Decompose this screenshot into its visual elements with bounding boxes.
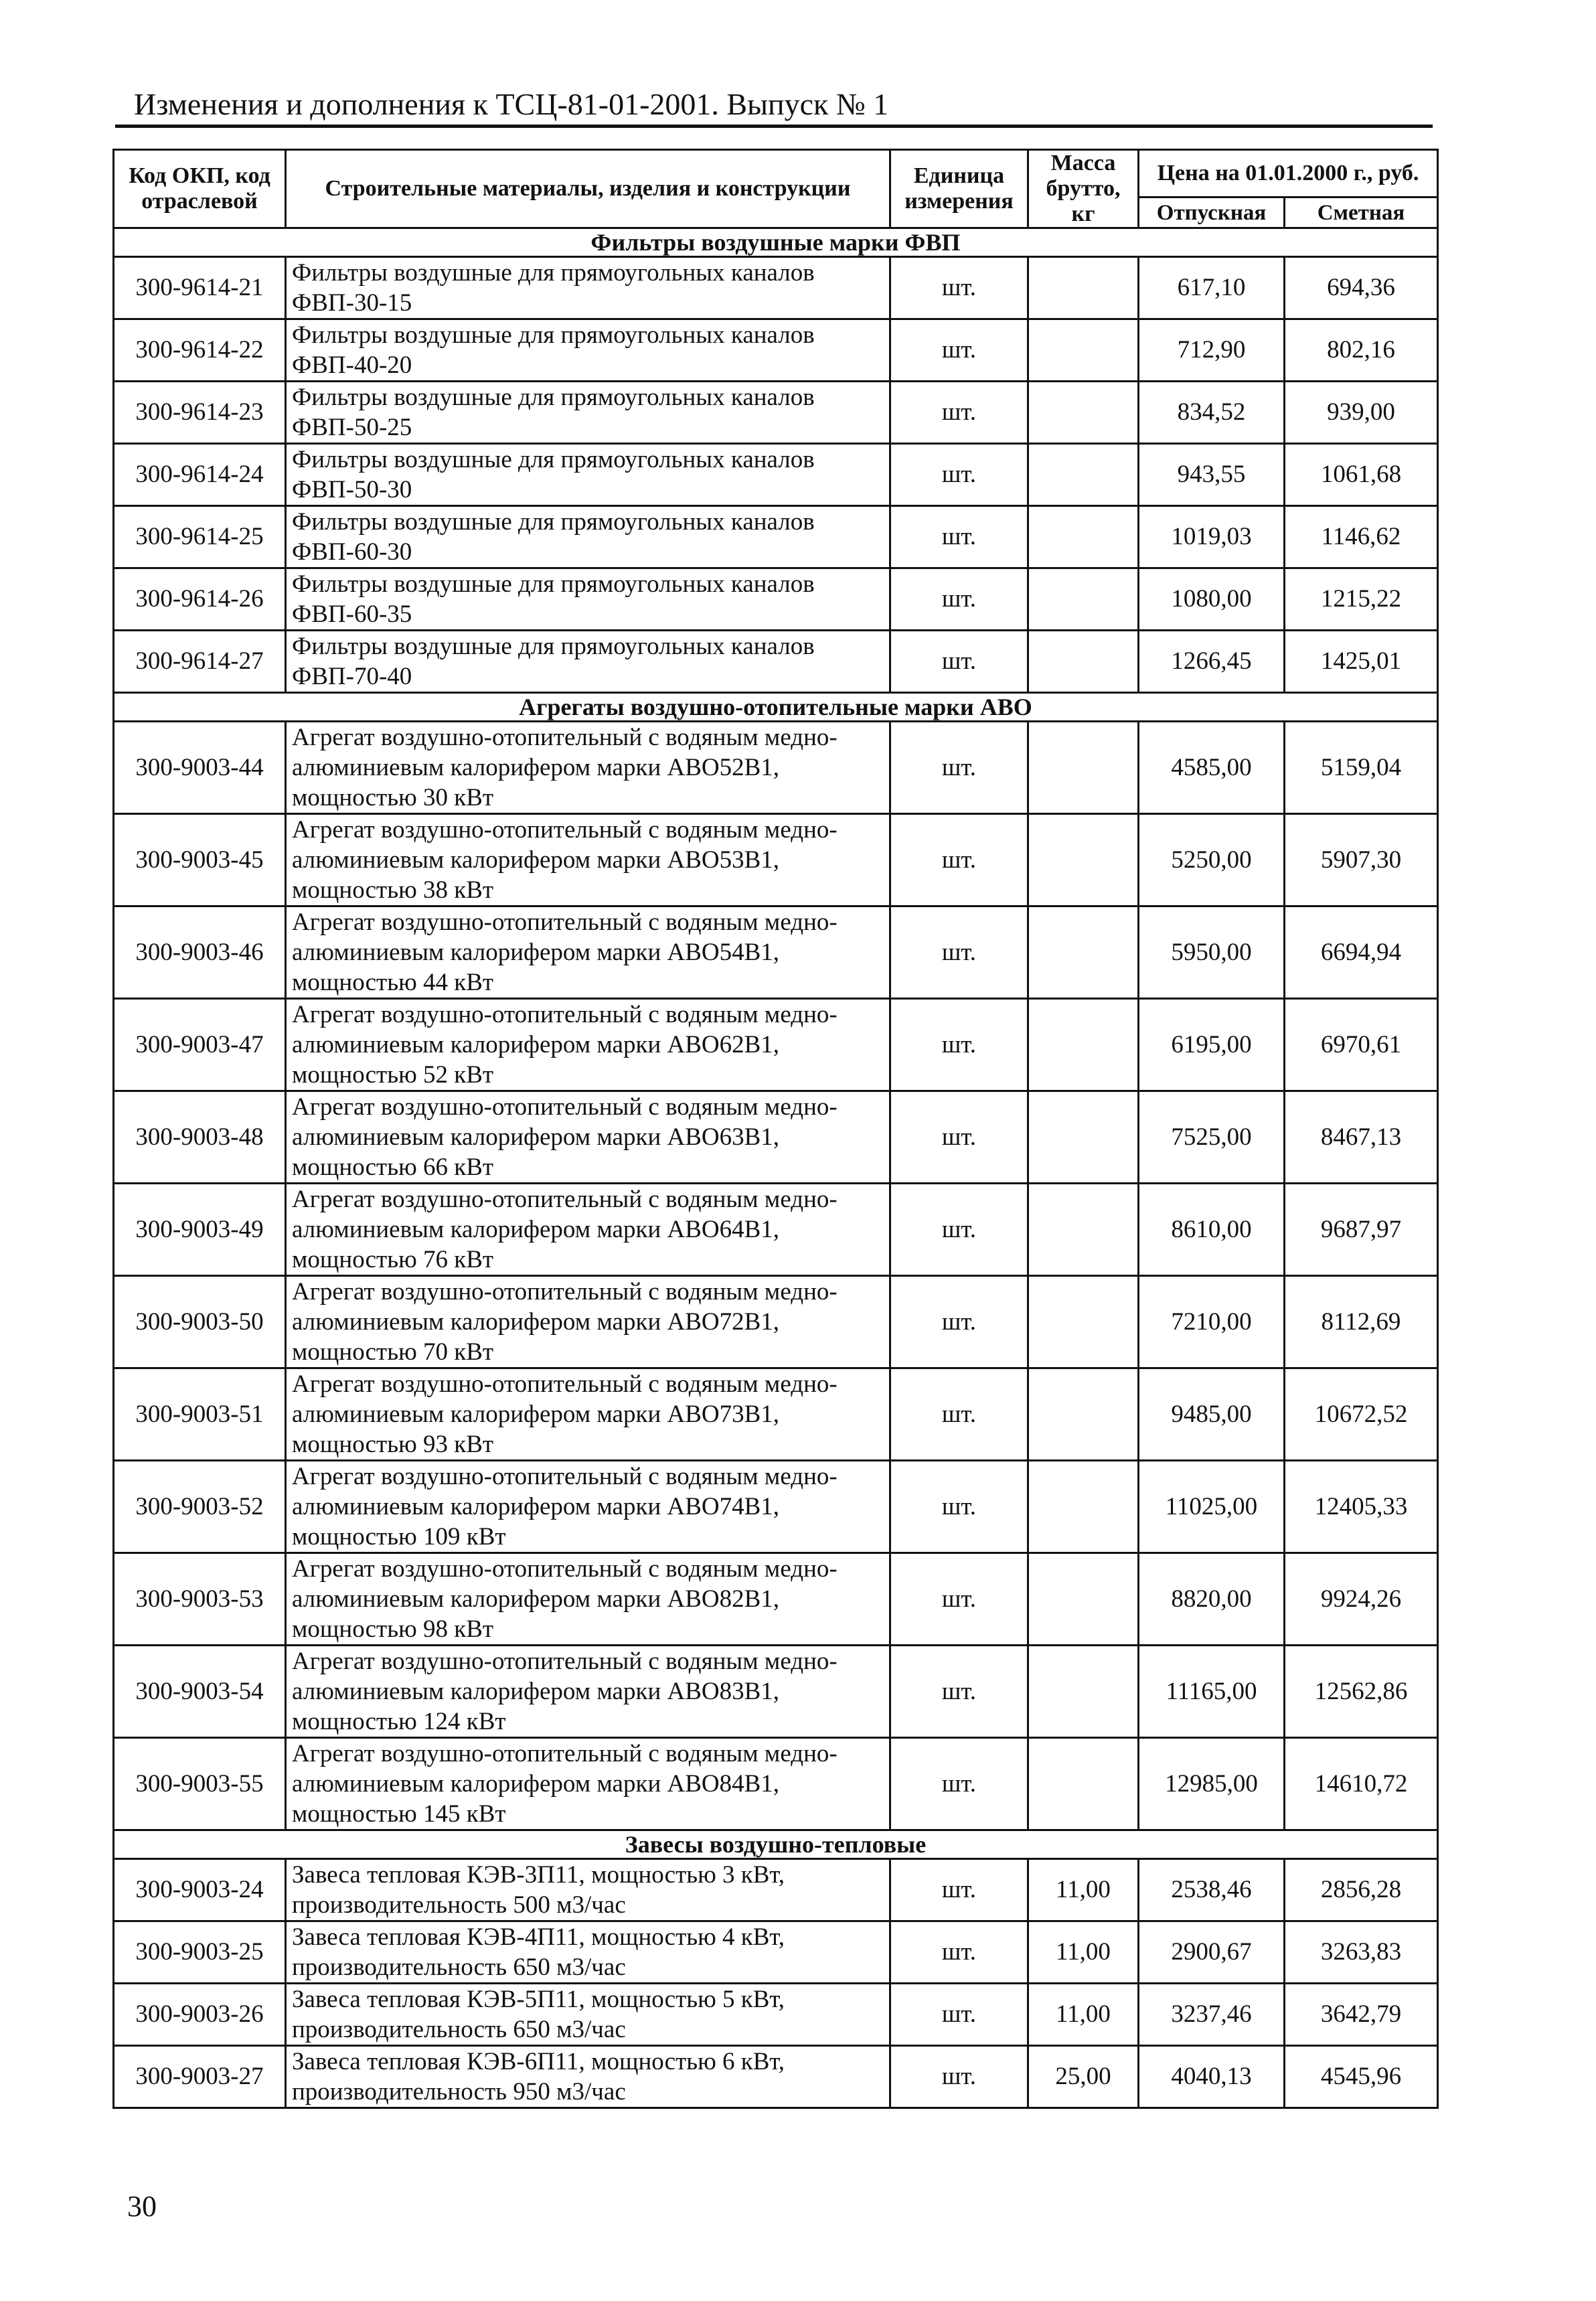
cell-estimate-price: 1215,22 [1285,568,1438,631]
cell-release-price: 7525,00 [1139,1091,1285,1184]
cell-unit: шт. [890,1738,1028,1830]
cell-estimate-price: 5159,04 [1285,722,1438,814]
cell-code: 300-9614-24 [114,444,286,506]
cell-code: 300-9003-46 [114,906,286,999]
table-row [114,444,1438,506]
cell-name: Завеса тепловая КЭВ-5П11, мощностью 5 кВт, производительность 650 м3/час [286,1984,890,2046]
table-row [114,319,1438,382]
cell-release-price: 2900,67 [1139,1921,1285,1984]
table-header [114,150,1438,228]
cell-name: Фильтры воздушные для прямоугольных каналов ФВП-50-25 [286,382,890,444]
cell-estimate-price: 3642,79 [1285,1984,1438,2046]
cell-name: Агрегат воздушно-отопительный с водяным медно-алюминиевым калорифером марки АВО84В1, мощностью 145 кВт [286,1738,890,1830]
cell-name: Агрегат воздушно-отопительный с водяным медно-алюминиевым калорифером марки АВО73В1, мощностью 93 кВт [286,1368,890,1461]
cell-estimate-price: 2856,28 [1285,1859,1438,1921]
cell-release-price: 7210,00 [1139,1276,1285,1368]
cell-name: Агрегат воздушно-отопительный с водяным медно-алюминиевым калорифером марки АВО62В1, мощностью 52 кВт [286,999,890,1091]
cell-release-price: 9485,00 [1139,1368,1285,1461]
cell-code: 300-9003-47 [114,999,286,1091]
cell-release-price: 2538,46 [1139,1859,1285,1921]
cell-estimate-price: 9687,97 [1285,1184,1438,1276]
cell-mass [1028,1091,1139,1184]
section-title: Завесы воздушно-тепловые [114,1830,1438,1859]
cell-code: 300-9003-24 [114,1859,286,1921]
cell-release-price: 834,52 [1139,382,1285,444]
cell-release-price: 4585,00 [1139,722,1285,814]
cell-unit: шт. [890,1921,1028,1984]
cell-release-price: 1019,03 [1139,506,1285,568]
cell-code: 300-9614-22 [114,319,286,382]
cell-estimate-price: 10672,52 [1285,1368,1438,1461]
cell-unit: шт. [890,319,1028,382]
cell-mass [1028,999,1139,1091]
cell-name: Фильтры воздушные для прямоугольных каналов ФВП-50-30 [286,444,890,506]
page-header-title: Изменения и дополнения к ТСЦ-81-01-2001. Выпуск № 1 [134,87,889,121]
cell-mass [1028,257,1139,319]
table-row [114,568,1438,631]
cell-code: 300-9003-52 [114,1461,286,1553]
cell-unit: шт. [890,1368,1028,1461]
cell-release-price: 11165,00 [1139,1646,1285,1738]
cell-name: Агрегат воздушно-отопительный с водяным медно-алюминиевым калорифером марки АВО53В1, мощностью 38 кВт [286,814,890,906]
cell-name: Фильтры воздушные для прямоугольных каналов ФВП-60-35 [286,568,890,631]
cell-estimate-price: 4545,96 [1285,2046,1438,2108]
cell-mass [1028,506,1139,568]
table-body [114,228,1438,2108]
cell-code: 300-9003-44 [114,722,286,814]
cell-name: Агрегат воздушно-отопительный с водяным медно-алюминиевым калорифером марки АВО54В1, мощностью 44 кВт [286,906,890,999]
cell-name: Завеса тепловая КЭВ-6П11, мощностью 6 кВт, производительность 950 м3/час [286,2046,890,2108]
cell-name: Агрегат воздушно-отопительный с водяным медно-алюминиевым калорифером марки АВО83В1, мощностью 124 кВт [286,1646,890,1738]
table-row [114,1461,1438,1553]
cell-unit: шт. [890,999,1028,1091]
cell-mass [1028,1461,1139,1553]
cell-mass [1028,319,1139,382]
header-code: Код ОКП, код отраслевой [114,150,286,228]
section-header-row [114,1830,1438,1859]
cell-release-price: 4040,13 [1139,2046,1285,2108]
cell-unit: шт. [890,1461,1028,1553]
cell-name: Фильтры воздушные для прямоугольных каналов ФВП-40-20 [286,319,890,382]
cell-name: Фильтры воздушные для прямоугольных каналов ФВП-60-30 [286,506,890,568]
cell-unit: шт. [890,1184,1028,1276]
section-header-row [114,693,1438,722]
cell-code: 300-9614-26 [114,568,286,631]
cell-estimate-price: 8112,69 [1285,1276,1438,1368]
header-estimate-price: Сметная [1285,197,1438,228]
cell-mass [1028,906,1139,999]
cell-unit: шт. [890,568,1028,631]
header-unit: Единица измерения [890,150,1028,228]
cell-unit: шт. [890,444,1028,506]
table-row [114,814,1438,906]
cell-release-price: 3237,46 [1139,1984,1285,2046]
cell-release-price: 8820,00 [1139,1553,1285,1646]
cell-name: Агрегат воздушно-отопительный с водяным медно-алюминиевым калорифером марки АВО52В1, мощностью 30 кВт [286,722,890,814]
cell-estimate-price: 1146,62 [1285,506,1438,568]
table-row [114,722,1438,814]
cell-code: 300-9003-25 [114,1921,286,1984]
table-row [114,2046,1438,2108]
table-row [114,1184,1438,1276]
cell-mass [1028,631,1139,693]
cell-mass: 11,00 [1028,1921,1139,1984]
header-divider [115,125,1433,128]
table-row [114,1738,1438,1830]
cell-mass [1028,814,1139,906]
cell-estimate-price: 9924,26 [1285,1553,1438,1646]
section-title: Фильтры воздушные марки ФВП [114,228,1438,257]
cell-mass [1028,722,1139,814]
table-row [114,1646,1438,1738]
table-row [114,1276,1438,1368]
cell-release-price: 1080,00 [1139,568,1285,631]
cell-code: 300-9003-50 [114,1276,286,1368]
cell-code: 300-9614-23 [114,382,286,444]
section-title: Агрегаты воздушно-отопительные марки АВО [114,693,1438,722]
cell-name: Агрегат воздушно-отопительный с водяным медно-алюминиевым калорифером марки АВО74В1, мощностью 109 кВт [286,1461,890,1553]
cell-mass: 11,00 [1028,1984,1139,2046]
cell-mass [1028,1646,1139,1738]
cell-mass: 11,00 [1028,1859,1139,1921]
table-row [114,906,1438,999]
cell-mass: 25,00 [1028,2046,1139,2108]
cell-unit: шт. [890,382,1028,444]
cell-release-price: 1266,45 [1139,631,1285,693]
cell-name: Агрегат воздушно-отопительный с водяным медно-алюминиевым калорифером марки АВО82В1, мощностью 98 кВт [286,1553,890,1646]
table-row [114,1984,1438,2046]
cell-unit: шт. [890,1859,1028,1921]
table-row [114,631,1438,693]
cell-release-price: 8610,00 [1139,1184,1285,1276]
cell-release-price: 943,55 [1139,444,1285,506]
cell-code: 300-9003-26 [114,1984,286,2046]
section-header-row [114,228,1438,257]
page-number: 30 [127,2190,157,2223]
price-table [112,149,1439,2109]
cell-release-price: 12985,00 [1139,1738,1285,1830]
table-row [114,382,1438,444]
cell-estimate-price: 3263,83 [1285,1921,1438,1984]
cell-code: 300-9614-25 [114,506,286,568]
cell-estimate-price: 12405,33 [1285,1461,1438,1553]
cell-code: 300-9003-45 [114,814,286,906]
cell-mass [1028,1184,1139,1276]
cell-code: 300-9003-51 [114,1368,286,1461]
table-row [114,1859,1438,1921]
cell-name: Фильтры воздушные для прямоугольных каналов ФВП-30-15 [286,257,890,319]
cell-estimate-price: 6970,61 [1285,999,1438,1091]
cell-estimate-price: 1425,01 [1285,631,1438,693]
cell-release-price: 6195,00 [1139,999,1285,1091]
table-row [114,999,1438,1091]
cell-code: 300-9003-27 [114,2046,286,2108]
cell-unit: шт. [890,2046,1028,2108]
cell-estimate-price: 6694,94 [1285,906,1438,999]
cell-estimate-price: 12562,86 [1285,1646,1438,1738]
cell-mass [1028,1738,1139,1830]
table-row [114,1368,1438,1461]
cell-release-price: 712,90 [1139,319,1285,382]
cell-unit: шт. [890,1984,1028,2046]
cell-name: Завеса тепловая КЭВ-4П11, мощностью 4 кВт, производительность 650 м3/час [286,1921,890,1984]
header-price: Цена на 01.01.2000 г., руб. [1139,150,1438,197]
table-row [114,257,1438,319]
cell-unit: шт. [890,722,1028,814]
cell-unit: шт. [890,1091,1028,1184]
cell-estimate-price: 939,00 [1285,382,1438,444]
cell-mass [1028,1276,1139,1368]
cell-release-price: 5250,00 [1139,814,1285,906]
cell-name: Агрегат воздушно-отопительный с водяным медно-алюминиевым калорифером марки АВО72В1, мощностью 70 кВт [286,1276,890,1368]
cell-mass [1028,382,1139,444]
cell-unit: шт. [890,906,1028,999]
cell-name: Агрегат воздушно-отопительный с водяным медно-алюминиевым калорифером марки АВО64В1, мощностью 76 кВт [286,1184,890,1276]
cell-mass [1028,1368,1139,1461]
cell-unit: шт. [890,1553,1028,1646]
cell-code: 300-9003-49 [114,1184,286,1276]
cell-code: 300-9003-53 [114,1553,286,1646]
cell-unit: шт. [890,506,1028,568]
cell-name: Фильтры воздушные для прямоугольных каналов ФВП-70-40 [286,631,890,693]
cell-unit: шт. [890,1646,1028,1738]
cell-release-price: 5950,00 [1139,906,1285,999]
table-row [114,506,1438,568]
cell-estimate-price: 5907,30 [1285,814,1438,906]
header-release-price: Отпускная [1139,197,1285,228]
cell-name: Завеса тепловая КЭВ-3П11, мощностью 3 кВт, производительность 500 м3/час [286,1859,890,1921]
cell-code: 300-9003-48 [114,1091,286,1184]
cell-estimate-price: 14610,72 [1285,1738,1438,1830]
cell-mass [1028,444,1139,506]
header-name: Строительные материалы, изделия и конструкции [286,150,890,228]
cell-code: 300-9614-21 [114,257,286,319]
cell-release-price: 617,10 [1139,257,1285,319]
table-row [114,1091,1438,1184]
cell-unit: шт. [890,1276,1028,1368]
cell-release-price: 11025,00 [1139,1461,1285,1553]
cell-unit: шт. [890,631,1028,693]
cell-code: 300-9003-54 [114,1646,286,1738]
cell-estimate-price: 8467,13 [1285,1091,1438,1184]
cell-unit: шт. [890,814,1028,906]
cell-mass [1028,1553,1139,1646]
cell-code: 300-9614-27 [114,631,286,693]
cell-mass [1028,568,1139,631]
cell-name: Агрегат воздушно-отопительный с водяным медно-алюминиевым калорифером марки АВО63В1, мощностью 66 кВт [286,1091,890,1184]
header-mass: Масса брутто, кг [1028,150,1139,228]
cell-estimate-price: 802,16 [1285,319,1438,382]
cell-estimate-price: 694,36 [1285,257,1438,319]
cell-code: 300-9003-55 [114,1738,286,1830]
table-row [114,1553,1438,1646]
cell-estimate-price: 1061,68 [1285,444,1438,506]
cell-unit: шт. [890,257,1028,319]
table-row [114,1921,1438,1984]
